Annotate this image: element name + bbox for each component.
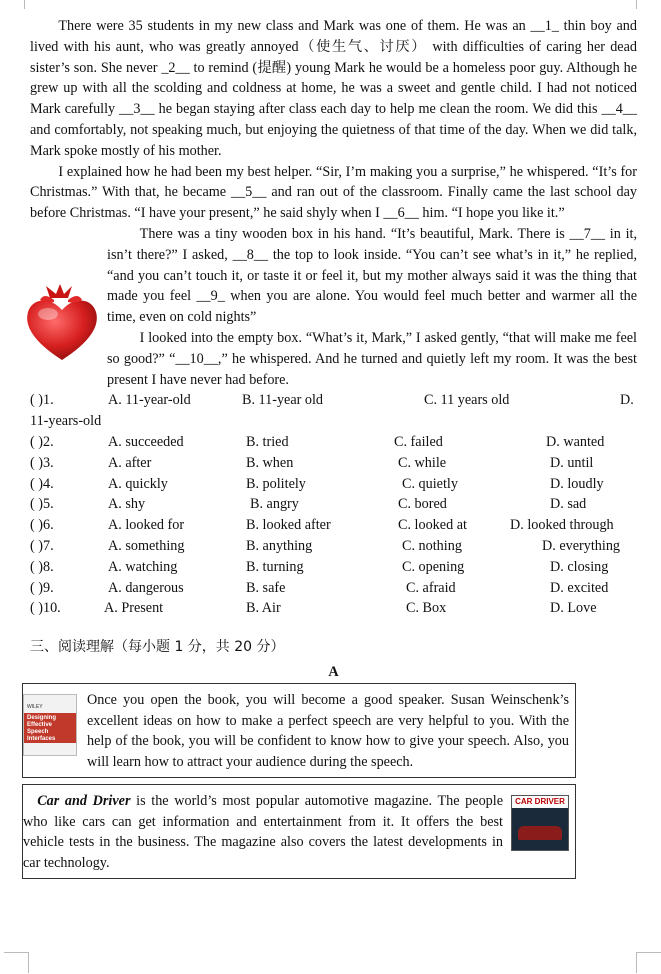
- option-b: B. 11-year old: [242, 392, 324, 409]
- question-number: ( )2.: [30, 433, 54, 450]
- option-d-continuation: 11-years-old: [30, 413, 102, 430]
- passage-paragraph-4: I looked into the empty box. “What’s it, Mark,” I asked gently, “that will make me feel so good?” “__10__,” he whispered. And he turned and quietly left my room. It was the best present I have never had before.: [107, 329, 637, 388]
- ad-magazine-body: is the world’s most popular automotive magazine. The people who like cars can get information and entertainment from it. It offers the best vehicle tests in the business. The magazine also covers the latest developments in car technology.: [23, 792, 504, 872]
- magazine-masthead: CAR DRIVER: [512, 796, 568, 808]
- question-row: [30, 390, 637, 411]
- question-row: [30, 515, 637, 536]
- question-row: [30, 453, 637, 474]
- question-row: [30, 536, 637, 557]
- question-list: [30, 390, 637, 619]
- magazine-title: Car and Driver: [37, 792, 131, 809]
- option-a: A. shy: [108, 496, 146, 513]
- book-cover-image: [23, 694, 77, 756]
- question-number: ( )8.: [30, 558, 54, 575]
- option-c: C. Box: [406, 600, 447, 617]
- question-number: ( )10.: [30, 600, 61, 617]
- option-a: A. 11-year-old: [108, 392, 191, 409]
- option-c: C. failed: [394, 433, 443, 450]
- option-c: C. while: [398, 454, 447, 471]
- ad-magazine-text: [23, 791, 569, 874]
- option-d: D. looked through: [510, 517, 614, 534]
- option-d: D. excited: [550, 579, 609, 596]
- ad-book-text: [23, 690, 569, 773]
- question-number: ( )6.: [30, 517, 54, 534]
- option-d: D. wanted: [546, 433, 605, 450]
- option-a: A. after: [108, 454, 152, 471]
- passage-paragraph-1: There were 35 students in my new class and Mark was one of them. He was an __1_ thin boy and lived with his aunt, who was greatly annoyed（使生气、讨厌） with difficulties of caring her dead sister’s son. She never _2__ to remind (提醒) young Mark he would be a homeless poor guy. Although he grew up with all the scolding and coldness at home, he was a sweet and gentle child. I had not noticed Mark carefully __3__ he began staying after class each day to help me clean the room. We did this __4__ and comfortably, not speaking much, but enjoying the quietness of that time of the day. When we did talk, Mark spoke mostly of his mother.: [30, 18, 637, 159]
- option-c: C. nothing: [402, 537, 462, 554]
- option-d: D. everything: [542, 537, 621, 554]
- option-d: D. loudly: [550, 475, 604, 492]
- option-b: B. anything: [246, 537, 313, 554]
- crop-mark-bottom-right: [636, 952, 661, 973]
- option-d: D.: [620, 392, 634, 409]
- question-row: [30, 494, 637, 515]
- option-c: C. afraid: [406, 579, 456, 596]
- gift-heart-image: [20, 282, 104, 366]
- option-b: B. safe: [246, 579, 286, 596]
- question-number: ( )5.: [30, 496, 54, 513]
- question-row-continuation: [30, 411, 637, 432]
- option-b: B. turning: [246, 558, 304, 575]
- question-number: ( )3.: [30, 454, 54, 471]
- magazine-cover-image: [511, 795, 569, 851]
- option-a: A. succeeded: [108, 433, 184, 450]
- question-row: [30, 598, 637, 619]
- option-b: B. angry: [250, 496, 299, 513]
- option-d: D. sad: [550, 496, 587, 513]
- question-number: ( )9.: [30, 579, 54, 596]
- option-d: D. Love: [550, 600, 597, 617]
- option-b: B. politely: [246, 475, 306, 492]
- ad-magazine-box: [22, 784, 576, 879]
- option-a: A. dangerous: [108, 579, 184, 596]
- question-row: [30, 432, 637, 453]
- option-a: A. quickly: [108, 475, 168, 492]
- option-d: D. closing: [550, 558, 609, 575]
- ad-book-body: Once you open the book, you will become a good speaker. Susan Weinschenk’s excellent ideas on how to make a perfect speech are very helpful to you. With the help of the book, you will be confident to know how to give your speech. Also, you will learn how to attract your audience during the speech.: [87, 691, 569, 771]
- option-d: D. until: [550, 454, 594, 471]
- question-row: [30, 557, 637, 578]
- question-number: ( )4.: [30, 475, 54, 492]
- option-b: B. tried: [246, 433, 289, 450]
- question-number: ( )1.: [30, 392, 54, 409]
- option-a: A. watching: [108, 558, 178, 575]
- book-publisher: WILEY: [27, 703, 43, 710]
- option-c: C. opening: [402, 558, 465, 575]
- document-page: [23, 16, 637, 879]
- passage-paragraph-3: There was a tiny wooden box in his hand. “It’s beautiful, Mark. There is __7__ in it, isn’t there?” I asked, __8__ the top to look inside. “You can’t see what’s in it,” he replied, “and you can’t touch it, or taste it or feel it, but my mother always said it was the thing that made you feel __9_ when you are alone. You would feel much better and warmer all the time, even on cold nights”: [107, 225, 637, 326]
- passage-label: A: [328, 663, 339, 680]
- question-row: [30, 578, 637, 599]
- passage-paragraph-2: I explained how he had been my best helper. “Sir, I’m making you a surprise,” he whispered. “It’s for Christmas.” With that, he became __5__ and ran out of the classroom. Finally came the last school day before Christmas. “I have your present,” he said shyly when I __6__ him. “I hope you like it.”: [30, 163, 637, 222]
- option-b: B. when: [246, 454, 294, 471]
- option-c: C. bored: [398, 496, 447, 513]
- ad-book-box: [22, 683, 576, 778]
- crop-mark-top-left: [14, 0, 25, 9]
- crop-mark-bottom-left: [4, 952, 29, 973]
- crop-mark-top-right: [636, 0, 647, 9]
- option-c: C. quietly: [402, 475, 458, 492]
- question-row: [30, 474, 637, 495]
- car-icon: [518, 826, 562, 840]
- book-cover-title: Designing Effective Speech Interfaces: [27, 714, 57, 742]
- option-c: C. 11 years old: [424, 392, 510, 409]
- option-b: B. looked after: [246, 517, 331, 534]
- option-c: C. looked at: [398, 517, 467, 534]
- option-a: A. something: [108, 537, 185, 554]
- option-a: A. looked for: [108, 517, 185, 534]
- section-title: 三、阅读理解（每小题 1 分，共 20 分）: [30, 639, 285, 656]
- question-number: ( )7.: [30, 537, 54, 554]
- option-b: B. Air: [246, 600, 281, 617]
- option-a: A. Present: [104, 600, 164, 617]
